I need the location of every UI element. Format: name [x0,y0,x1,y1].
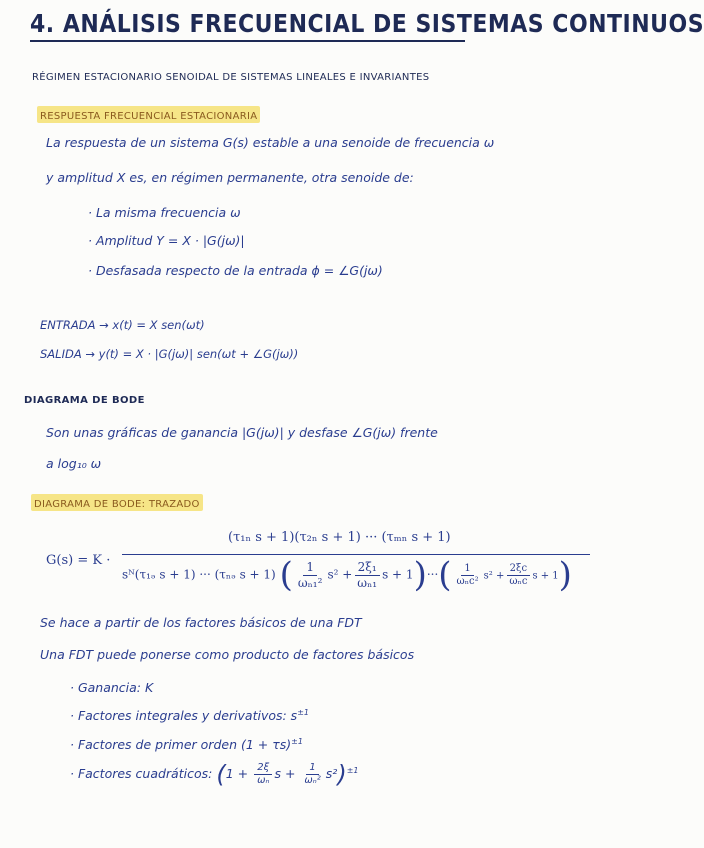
bullet-cuadraticos: · Factores cuadráticos: (1 + $\frac{2\xi}{\text{ωₙ}}$ s + $\frac{1}{\text{ωₙ²}}$ s²)$^{\pm 1}$ [70,760,359,789]
paren-close-2: ) [558,555,572,595]
paren-open-2: ( [438,555,452,595]
den-mid1: s² + [327,567,353,582]
paren-open-1: ( [279,555,293,595]
bullet-amplitud: · Amplitud Y = X · |G(jω)| [88,233,245,248]
den-frac4: $\frac{2\xi c}{\text{ωₙc}}$ [506,563,530,588]
paragraph-bode-line1: Son unas gráficas de ganancia |G(jω)| y desfase ∠G(jω) frente [46,425,438,440]
formula-numerator: (τ₁ₙ s + 1)(τ₂ₙ s + 1) ··· (τₘₙ s + 1) [228,530,451,545]
bullet-ganancia: · Ganancia: K [70,680,154,695]
paragraph-bode-line2: a log₁₀ ω [46,456,102,471]
quad-frac2: $\frac{1}{\text{ωₙ²}}$ [304,762,321,786]
paragraph-factores-basicos: Se hace a partir de los factores básicos de una FDT [40,615,362,630]
salida-equation: SALIDA → y(t) = X · |G(jω)| sen(ωt + ∠G(jω)) [40,347,299,361]
title-underline [30,40,465,42]
highlight-label: DIAGRAMA DE BODE: TRAZADO [34,499,200,510]
paragraph-producto-factores: Una FDT puede ponerse como producto de factores básicos [40,647,415,662]
page-title: 4. ANÁLISIS FRECUENCIAL DE SISTEMAS CONTINUOS [30,10,704,39]
bullet-integrales: · Factores integrales y derivativos: $s^{\pm 1}$ [70,708,309,724]
highlight-respuesta-frecuencial [40,104,257,123]
bullet-misma-frecuencia: · La misma frecuencia ω [88,205,241,220]
section-heading-regimen: RÉGIMEN ESTACIONARIO SENOIDAL DE SISTEMAS LINEALES E INVARIANTES [32,72,430,83]
paragraph-respuesta-line2: y amplitud X es, en régimen permanente, otra senoide de: [46,170,414,185]
den-frac2: $\frac{\text{2ξ₁}}{\text{ωₙ₁}}$ [354,560,380,590]
paren-close-quad: ) [337,760,347,789]
den-part1: sᴺ(τ₁ₔ s + 1) ··· (τₙₔ s + 1) [122,567,276,582]
den-mid3: s² + [483,570,505,582]
den-frac1: $\frac{1}{\text{ωₙ₁²}}$ [297,560,323,590]
section-heading-bode: DIAGRAMA DE BODE [24,395,145,406]
formula-lhs: G(s) = K · [46,553,111,568]
formula-denominator [122,555,572,595]
paragraph-respuesta-line1: La respuesta de un sistema G(s) estable a una senoide de frecuencia ω [46,135,495,150]
den-frac3: $\frac{1}{\text{ωₙc²}}$ [456,562,479,587]
den-end: s + 1 [532,570,559,582]
highlight-bode-trazado [34,492,200,511]
bullet-primer-orden: · Factores de primer orden $(1 + \tau s)^{\pm 1}$ [70,737,303,753]
quad-frac1: $\frac{2\xi}{\text{ωₙ}}$ [254,762,272,787]
den-mid2: s + 1 [382,567,414,582]
entrada-equation: ENTRADA → x(t) = X sen(ωt) [40,318,205,332]
paren-open-quad: ( [216,760,226,789]
paren-close-1: ) [413,555,427,595]
formula-fraction-bar [122,554,590,555]
bullet-desfase: · Desfasada respecto de la entrada ϕ = ∠G(jω) [88,263,383,278]
highlight-label: RESPUESTA FRECUENCIAL ESTACIONARIA [40,111,258,122]
den-dots: ··· [426,567,439,582]
